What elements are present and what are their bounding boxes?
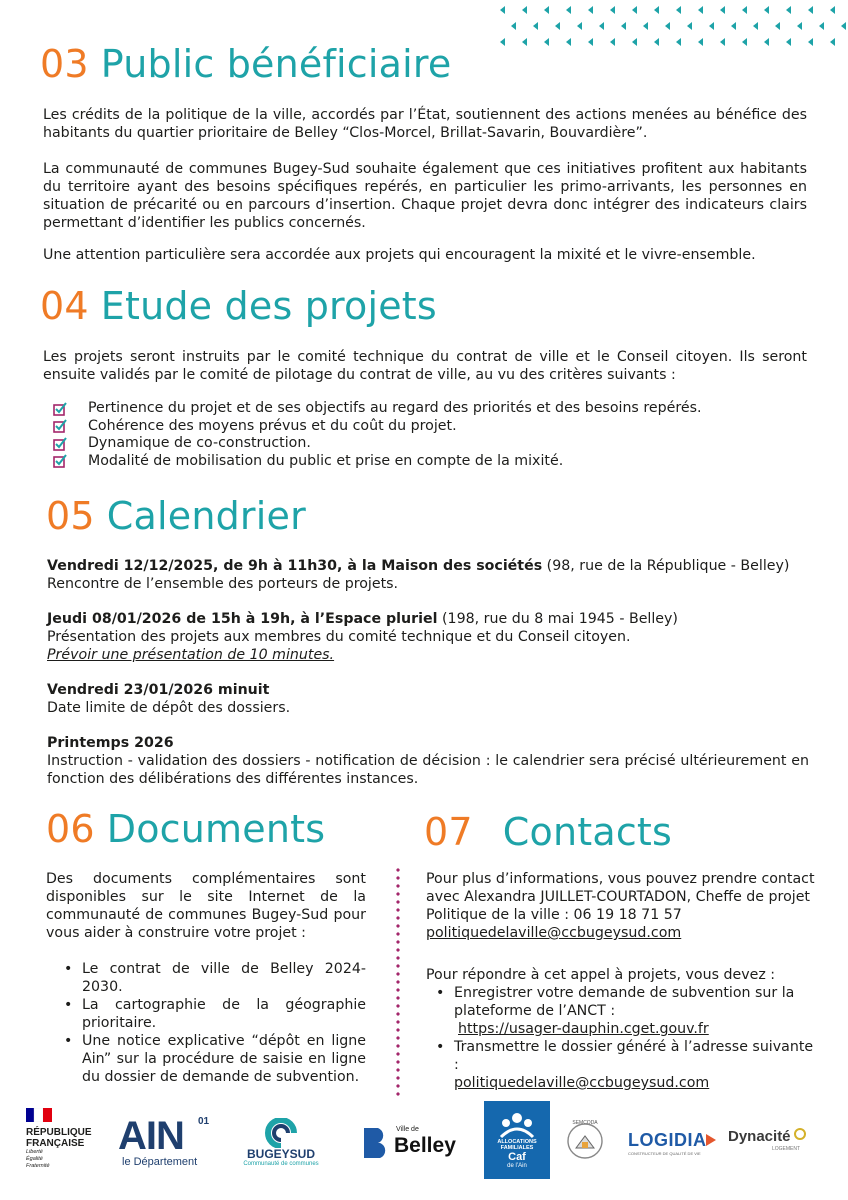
triangle-shape bbox=[808, 38, 813, 46]
triangle-shape bbox=[698, 38, 703, 46]
apply-intro: Pour répondre à cet appel à projets, vous devez : bbox=[426, 967, 776, 983]
logo-belley bbox=[362, 1124, 462, 1164]
triangle-shape bbox=[621, 22, 626, 30]
event-date: Vendredi 12/12/2025, de 9h à 11h30, à la Maison des sociétés bbox=[47, 558, 543, 574]
logo-logidia bbox=[628, 1130, 720, 1160]
logo-text: de l’Ain bbox=[507, 1162, 527, 1169]
contact-block bbox=[426, 870, 818, 942]
logo-ain-departement bbox=[118, 1116, 210, 1168]
documents-intro: Des documents complémentaires sont disponibles sur le site Internet de la communauté de communes Bugey-Sud pour vous aider à construire votre projet : bbox=[46, 871, 366, 941]
logo-text: CONSTRUCTEUR DE QUALITÉ DE VIE bbox=[628, 1151, 701, 1156]
triangle-shape bbox=[632, 38, 637, 46]
event-description: Date limite de dépôt des dossiers. bbox=[47, 700, 291, 716]
criterion-text: Pertinence du projet et de ses objectifs au regard des priorités et des besoins repérés. bbox=[88, 400, 702, 416]
section-heading: Etude des projets bbox=[100, 284, 437, 328]
triangle-shape bbox=[720, 6, 725, 14]
list-item bbox=[444, 984, 818, 1038]
triangle-shape bbox=[500, 38, 505, 46]
calendar-event-1 bbox=[47, 557, 809, 593]
criterion-text: Cohérence des moyens prévus et du coût du projet. bbox=[88, 417, 457, 434]
event-address: (98, rue de la République - Belley) bbox=[542, 558, 790, 574]
triangle-shape bbox=[841, 22, 846, 30]
triangle-shape bbox=[665, 22, 670, 30]
logo-text: ALLOCATIONS FAMILIALES bbox=[497, 1138, 537, 1151]
documents-list bbox=[46, 960, 366, 1086]
section-heading: Documents bbox=[106, 807, 326, 851]
list-item bbox=[52, 418, 701, 436]
logo-text: Dynacité bbox=[728, 1128, 791, 1145]
step-text: Transmettre le dossier généré à l’adresse suivante : bbox=[454, 1039, 814, 1073]
triangle-shape bbox=[500, 6, 505, 14]
triangle-shape bbox=[797, 22, 802, 30]
bugeysud-swirl-icon bbox=[261, 1118, 301, 1148]
event-date: Jeudi 08/01/2026 de 15h à 19h, à l’Espace pluriel bbox=[47, 611, 438, 627]
list-item: • Une notice explicative “dépôt en ligne Ain” sur la procédure de saisie en ligne du dossier de demande de subvention. bbox=[72, 1032, 366, 1086]
checkbox-checked-icon bbox=[52, 436, 68, 452]
section-number: 06 bbox=[46, 807, 95, 851]
triangle-shape bbox=[676, 6, 681, 14]
s03-paragraph-3: Une attention particulière sera accordée aux projets qui encouragent la mixité et le vivre-ensemble. bbox=[43, 247, 756, 263]
section-03-title bbox=[40, 42, 451, 86]
section-heading: Public bénéficiaire bbox=[100, 42, 452, 86]
logo-text: BUGEYSUD bbox=[246, 1146, 315, 1161]
triangle-shape bbox=[764, 38, 769, 46]
list-item bbox=[52, 400, 701, 418]
triangle-shape bbox=[830, 6, 835, 14]
section-number: 04 bbox=[40, 284, 89, 328]
section-07-title bbox=[424, 810, 672, 854]
step-text: Enregistrer votre demande de subvention sur la plateforme de l’ANCT : bbox=[454, 985, 795, 1019]
logo-text: FRANÇAISE bbox=[26, 1138, 85, 1149]
triangle-shape bbox=[599, 22, 604, 30]
list-item: • La cartographie de la géographie prioritaire. bbox=[72, 996, 366, 1032]
event-description: Présentation des projets aux membres du comité technique et du Conseil citoyen. bbox=[47, 629, 631, 645]
logo-text: Belley bbox=[394, 1134, 456, 1157]
submit-email-link[interactable]: politiquedelaville@ccbugeysud.com bbox=[454, 1075, 710, 1091]
list-item bbox=[444, 1038, 818, 1092]
triangle-shape bbox=[522, 38, 527, 46]
triangle-shape bbox=[577, 22, 582, 30]
list-item bbox=[52, 435, 701, 453]
triangle-shape bbox=[687, 22, 692, 30]
triangle-shape bbox=[610, 6, 615, 14]
section-05-title bbox=[46, 494, 306, 538]
calendar-event-4 bbox=[47, 734, 809, 788]
s04-intro: Les projets seront instruits par le comité technique du contrat de ville et le Conseil citoyen. Ils seront ensuite validés par le comité de pilotage du contrat de ville, au vu des critères suivants : bbox=[43, 349, 807, 383]
checkbox-checked-icon bbox=[52, 453, 68, 469]
event-note: Prévoir une présentation de 10 minutes. bbox=[47, 647, 335, 663]
triangle-shape bbox=[610, 38, 615, 46]
column-divider bbox=[396, 866, 400, 1098]
triangle-shape bbox=[566, 38, 571, 46]
checkbox-checked-icon bbox=[52, 401, 68, 417]
triangle-shape bbox=[522, 6, 527, 14]
logo-caf-ain bbox=[484, 1101, 550, 1179]
triangle-shape bbox=[830, 38, 835, 46]
triangle-shape bbox=[511, 22, 516, 30]
logo-text: Caf bbox=[508, 1150, 526, 1163]
triangle-shape bbox=[588, 6, 593, 14]
logo-semcoda bbox=[564, 1116, 606, 1166]
apply-block bbox=[426, 966, 818, 1092]
triangle-shape bbox=[720, 38, 725, 46]
triangle-shape bbox=[588, 38, 593, 46]
logo-text: 01 bbox=[198, 1116, 210, 1127]
dynacite-sun-icon bbox=[794, 1128, 806, 1140]
logidia-mark-icon bbox=[704, 1132, 718, 1148]
section-number: 05 bbox=[46, 494, 95, 538]
section-06-title bbox=[46, 807, 325, 851]
logo-text: AIN bbox=[118, 1114, 184, 1158]
triangle-shape bbox=[786, 6, 791, 14]
logo-text: LOGIDIA bbox=[628, 1130, 707, 1150]
event-date: Printemps 2026 bbox=[47, 735, 174, 751]
logo-text: Communauté de communes bbox=[243, 1160, 319, 1167]
section-04-title bbox=[40, 284, 437, 328]
triangle-shape bbox=[742, 38, 747, 46]
belley-b-icon bbox=[362, 1126, 392, 1160]
logo-text: LOGEMENT bbox=[771, 1146, 800, 1152]
s03-paragraph-2: La communauté de communes Bugey-Sud souhaite également que ces initiatives profitent aux habitants du territoire ayant des besoins spécifiques repérés, en particulier les primo-arrivants, les personnes en situation de précarité ou en parcours d’insertion. Chaque projet devra donc intégrer des indicateurs clairs permettant d’identifier les publics concernés. bbox=[43, 161, 807, 231]
logo-bugeysud bbox=[236, 1110, 326, 1174]
triangle-shape bbox=[654, 6, 659, 14]
contact-email-link[interactable]: politiquedelaville@ccbugeysud.com bbox=[426, 925, 682, 941]
logo-text: Ville de bbox=[396, 1126, 419, 1133]
triangle-shape bbox=[654, 38, 659, 46]
logo-text: Liberté Égalité Fraternité bbox=[26, 1149, 50, 1169]
anct-link[interactable]: https://usager-dauphin.cget.gouv.fr bbox=[458, 1021, 709, 1037]
triangle-shape bbox=[632, 6, 637, 14]
s03-paragraph-1: Les crédits de la politique de la ville, accordés par l’État, soutiennent des actions menées au bénéfice des habitants du quartier prioritaire de Belley “Clos-Morcel, Brillat-Savarin, Bouvardière”. bbox=[43, 107, 807, 141]
triangle-shape bbox=[819, 22, 824, 30]
triangle-shape bbox=[698, 6, 703, 14]
event-description: Rencontre de l’ensemble des porteurs de projets. bbox=[47, 576, 399, 592]
caf-family-icon bbox=[497, 1111, 537, 1139]
semcoda-house-icon bbox=[566, 1122, 604, 1160]
triangle-shape bbox=[786, 38, 791, 46]
logo-dynacite bbox=[728, 1128, 808, 1158]
triangle-shape bbox=[742, 6, 747, 14]
triangle-pattern bbox=[492, 0, 848, 52]
section-number: 03 bbox=[40, 42, 89, 86]
section-number: 07 bbox=[424, 810, 473, 854]
triangle-shape bbox=[731, 22, 736, 30]
contact-text: Pour plus d’informations, vous pouvez prendre contact avec Alexandra JUILLET-COURTADON, Cheffe de projet Politique de la ville : 06 19 18 71 57 bbox=[426, 871, 815, 923]
triangle-shape bbox=[643, 22, 648, 30]
calendar-event-3 bbox=[47, 681, 809, 717]
logo-text: le Département bbox=[122, 1156, 198, 1168]
triangle-shape bbox=[753, 22, 758, 30]
logo-text: RÉPUBLIQUE bbox=[26, 1127, 92, 1138]
triangle-shape bbox=[566, 6, 571, 14]
event-date: Vendredi 23/01/2026 minuit bbox=[47, 682, 270, 698]
triangle-shape bbox=[544, 38, 549, 46]
triangle-shape bbox=[808, 6, 813, 14]
event-description: Instruction - validation des dossiers - notification de décision : le calendrier sera précisé ultérieurement en fonction des délibérations des différentes instances. bbox=[47, 753, 809, 787]
logo-republique-francaise bbox=[26, 1108, 96, 1172]
triangle-shape bbox=[676, 38, 681, 46]
list-item bbox=[52, 453, 701, 471]
section-heading: Calendrier bbox=[106, 494, 306, 538]
calendar-event-2 bbox=[47, 610, 809, 664]
criterion-text: Modalité de mobilisation du public et prise en compte de la mixité. bbox=[88, 452, 564, 469]
triangle-shape bbox=[544, 6, 549, 14]
checkbox-checked-icon bbox=[52, 418, 68, 434]
triangle-shape bbox=[555, 22, 560, 30]
triangle-shape bbox=[775, 22, 780, 30]
marianne-icon bbox=[26, 1108, 52, 1122]
event-address: (198, rue du 8 mai 1945 - Belley) bbox=[437, 611, 678, 627]
criteria-list bbox=[52, 400, 701, 470]
list-item: • Le contrat de ville de Belley 2024-2030. bbox=[72, 960, 366, 996]
section-heading: Contacts bbox=[502, 810, 673, 854]
criterion-text: Dynamique de co-construction. bbox=[88, 435, 311, 451]
triangle-shape bbox=[533, 22, 538, 30]
triangle-shape bbox=[764, 6, 769, 14]
triangle-shape bbox=[709, 22, 714, 30]
logo-text: SEMCODA bbox=[572, 1120, 598, 1126]
